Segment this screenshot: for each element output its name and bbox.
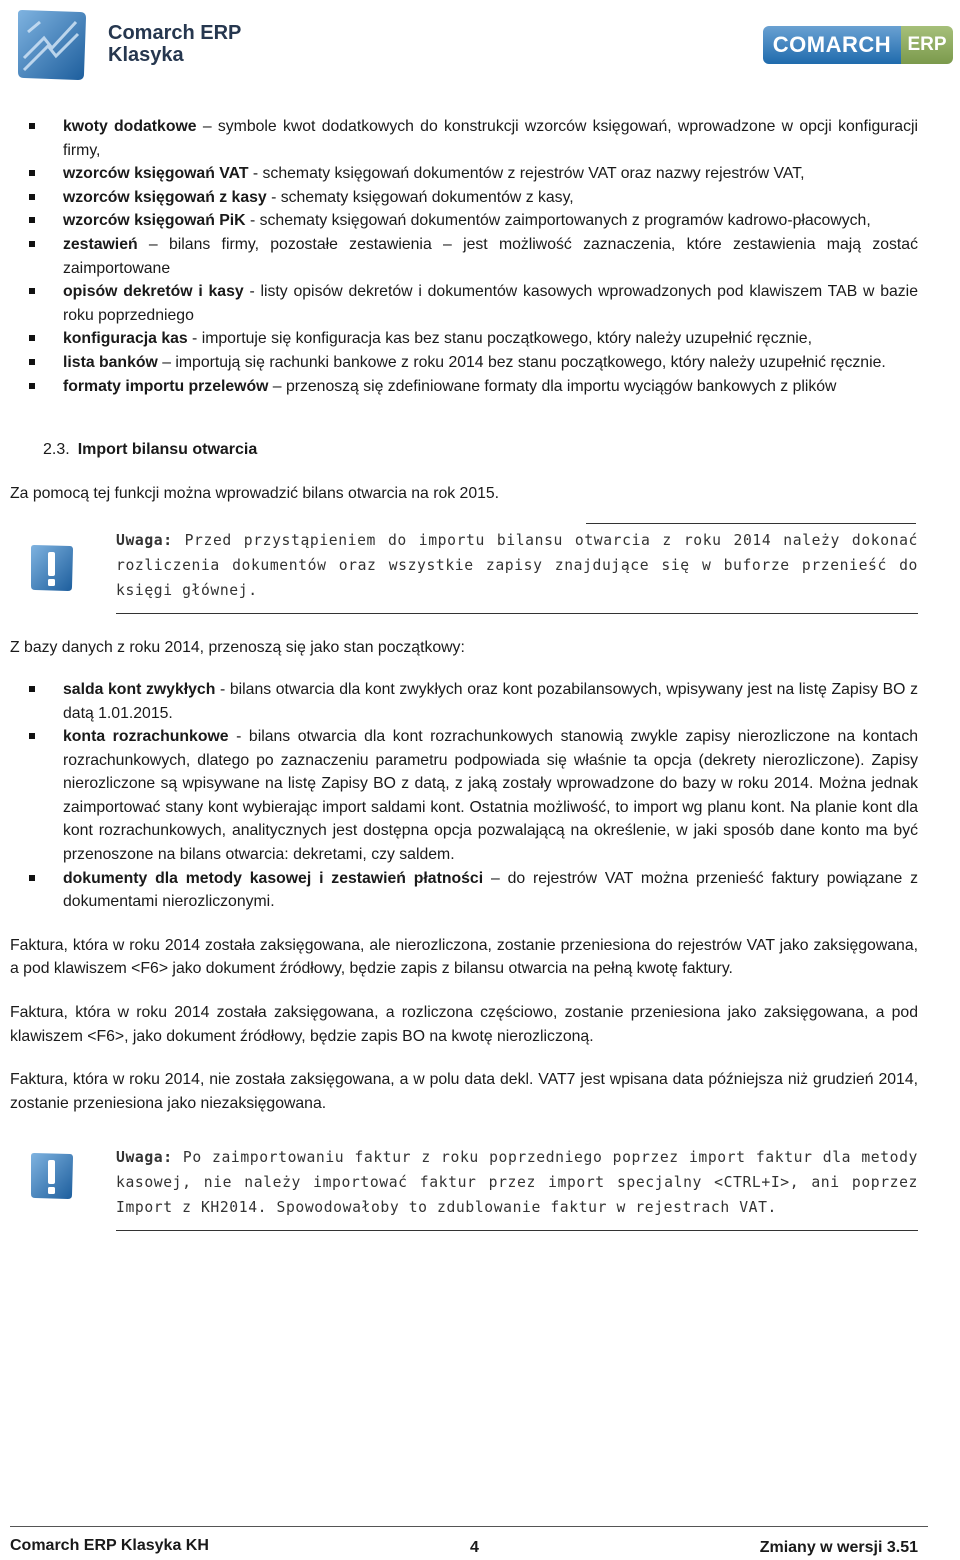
warning-note xyxy=(116,1145,918,1231)
bullet-square-icon xyxy=(29,875,35,881)
list-item: konfiguracja kas - importuje się konfiguracja kas bez stanu początkowego, który należy uzupełnić ręcznie, xyxy=(10,327,918,351)
list-item: wzorców księgowań z kasy - schematy księgowań dokumentów z kasy, xyxy=(10,186,918,210)
bullet-square-icon xyxy=(29,383,35,389)
brand-line1: Comarch ERP xyxy=(108,22,242,44)
lead-paragraph: Z bazy danych z roku 2014, przenoszą się jako stan początkowy: xyxy=(10,639,465,657)
badge-erp: ERP xyxy=(901,26,953,64)
bullet-square-icon xyxy=(29,335,35,341)
section-number: 2.3. xyxy=(43,441,70,459)
list-item: formaty importu przelewów – przenoszą się zdefiniowane formaty dla importu wyciągów bankowych z plików xyxy=(10,375,918,399)
note-text: Po zaimportowaniu faktur z roku poprzedniego poprzez import faktur dla metody kasowej, nie należy importować faktur przez import specjalny <CTRL+I>, ani poprzez Import z KH2014. Spowodowałoby to zdublowanie faktur w rejestrach VAT. xyxy=(116,1149,918,1217)
bullet-square-icon xyxy=(29,123,35,129)
list-item: wzorców księgowań PiK - schematy księgowań dokumentów zaimportowanych z programów kadrowo-płacowych, xyxy=(10,209,918,233)
page-content xyxy=(10,115,918,1231)
import-items-list xyxy=(10,115,918,398)
body-paragraph: Faktura, która w roku 2014, nie została zaksięgowana, a w polu data dekl. VAT7 jest wpisana data późniejsza niż grudzień 2014, zostanie przeniesiona jako niezaksięgowana. xyxy=(10,1071,918,1112)
initial-state-list xyxy=(10,678,918,914)
list-item: lista banków – importują się rachunki bankowe z roku 2014 bez stanu początkowego, który należy uzupełnić ręcznie. xyxy=(10,351,918,375)
bullet-square-icon xyxy=(29,359,35,365)
body-paragraph: Faktura, która w roku 2014 została zaksięgowana, a rozliczona częściowo, zostanie przeniesiona jako zaksięgowana, a pod klawiszem <F6>, jako dokument źródłowy, będzie zapis BO na kwotę nierozliczoną. xyxy=(10,1004,918,1045)
bullet-square-icon xyxy=(29,217,35,223)
body-paragraph: Faktura, która w roku 2014 została zaksięgowana, ale nierozliczona, zostanie przeniesiona do rejestrów VAT jako zaksięgowana, a pod klawiszem <F6> jako dokument źródłowy, będzie zapis z bilansu otwarcia na pełną kwotę faktury. xyxy=(10,936,918,978)
list-item: zestawień – bilans firmy, pozostałe zestawienia – jest możliwość zaznaczenia, które zestawienia mają zostać zaimportowane xyxy=(10,233,918,280)
warning-note xyxy=(116,523,918,614)
badge-comarch: COMARCH xyxy=(763,26,901,64)
list-item: kwoty dodatkowe – symbole kwot dodatkowych do konstrukcji wzorców księgowań, wprowadzone w opcji konfiguracji firmy, xyxy=(10,115,918,162)
list-item: salda kont zwykłych - bilans otwarcia dla kont zwykłych oraz kont pozabilansowych, wpisywany jest na listę Zapisy BO z datą 1.01.2015. xyxy=(10,678,918,725)
list-item: dokumenty dla metody kasowej i zestawień płatności – do rejestrów VAT można przenieść faktury powiązane z dokumentami nierozliczonymi. xyxy=(10,867,918,914)
brand-line2: Klasyka xyxy=(108,44,184,66)
bullet-square-icon xyxy=(29,194,35,200)
exclamation-icon xyxy=(28,543,74,593)
section-title: Import bilansu otwarcia xyxy=(77,441,258,459)
comarch-erp-badge xyxy=(763,26,953,64)
note-label: Uwaga: xyxy=(116,1149,173,1167)
page-number: 4 xyxy=(470,1539,479,1556)
bullet-square-icon xyxy=(29,686,35,692)
intro-paragraph: Za pomocą tej funkcji można wprowadzić bilans otwarcia na rok 2015. xyxy=(10,484,500,502)
bullet-square-icon xyxy=(29,733,35,739)
list-item: konta rozrachunkowe - bilans otwarcia dla kont rozrachunkowych stanowią zwykle zapisy nierozliczone na kontach rozrachunkowych, dlatego po zaznaczeniu parametru podpowiada się właśnie ta opcja (dekrety nierozliczone). Zapisy nierozliczone są wpisywane na listę Zapisy BO z datą, z jaką zostały wprowadzone do bazy w roku 2014. Można jednak zaimportować stany kont wybierając import saldami kont. Ostatnia możliwość, to import wg planu kont. Na planie kont dla kont rozrachunkowych, analitycznych jest dostępna opcja pozwalającą na określenie, w jaki sposób dane konto ma być przenoszone na bilans otwarcia: dekretami, czy saldem. xyxy=(10,725,918,867)
brand-wordmark xyxy=(108,22,241,66)
bullet-square-icon xyxy=(29,241,35,247)
bullet-square-icon xyxy=(29,288,35,294)
footer-product: Comarch ERP Klasyka KH xyxy=(10,1537,209,1554)
list-item: wzorców księgowań VAT - schematy księgowań dokumentów z rejestrów VAT oraz nazwy rejestrów VAT, xyxy=(10,162,918,186)
footer-version: Zmiany w wersji 3.51 xyxy=(759,1539,918,1556)
exclamation-icon xyxy=(28,1151,74,1201)
bullet-square-icon xyxy=(29,170,35,176)
page-footer xyxy=(10,1526,928,1555)
note-label: Uwaga: xyxy=(116,532,173,550)
section-heading xyxy=(10,438,918,462)
note-text: Przed przystąpieniem do importu bilansu otwarcia z roku 2014 należy dokonać rozliczenia dokumentów oraz wszystkie zapisy znajdujące się w buforze przenieść do księgi głównej. xyxy=(116,532,918,600)
page-header xyxy=(0,0,960,95)
comarch-erp-logo-icon xyxy=(14,8,88,82)
list-item: opisów dekretów i kasy - listy opisów dekretów i dokumentów kasowych wprowadzonych pod klawiszem TAB w bazie roku poprzedniego xyxy=(10,280,918,327)
